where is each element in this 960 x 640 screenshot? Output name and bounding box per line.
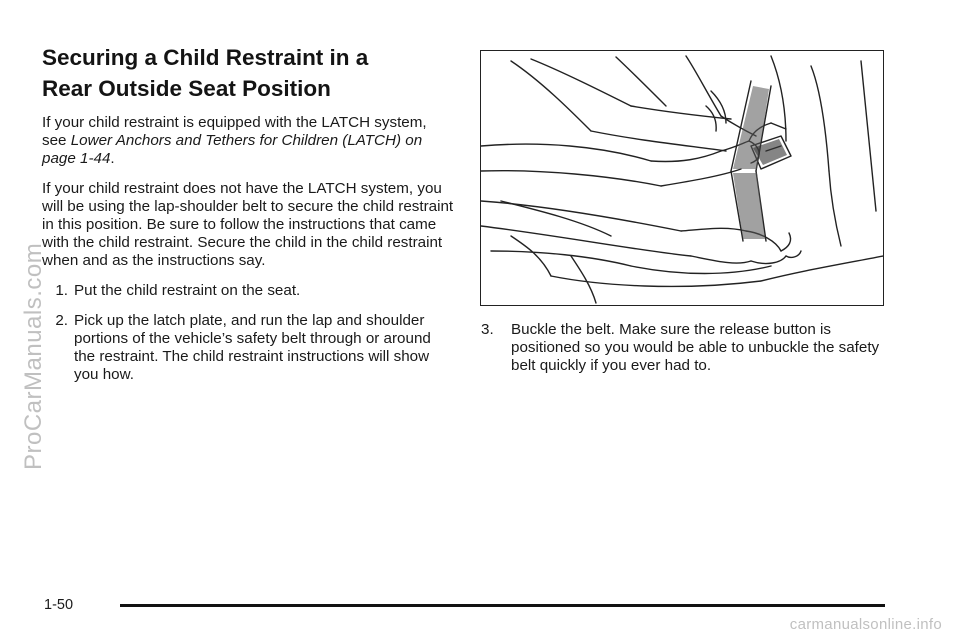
intro-period: . (110, 150, 115, 167)
step-3-number: 3. (481, 321, 494, 338)
footer-divider (120, 604, 885, 607)
step-2 (42, 312, 454, 384)
step-2-text: Pick up the latch plate, and run the lap and shoulder portions of the vehicle’s safety belt through or around the restraint. The child restraint instructions will show you how. (74, 312, 431, 383)
section-title (42, 42, 454, 104)
page-number: 1-50 (44, 597, 74, 613)
intro-paragraph (42, 114, 454, 168)
right-column (481, 321, 901, 387)
step-2-number: 2. (55, 312, 68, 329)
section-title-line1: Securing a Child Restraint in a (42, 45, 369, 70)
step-3 (481, 321, 901, 375)
step-1 (42, 282, 454, 300)
intro-text: If your child restraint is equipped with the LATCH system, see (42, 114, 427, 149)
step-1-text: Put the child restraint on the seat. (74, 282, 301, 299)
step-3-text: Buckle the belt. Make sure the release button is positioned so you would be able to unbuckle the safety belt quickly if you ever had to. (511, 321, 880, 374)
buckle-illustration-drawing (481, 51, 883, 305)
section-title-line2: Rear Outside Seat Position (42, 76, 331, 101)
site-watermark: carmanualsonline.info (789, 616, 942, 633)
step-1-number: 1. (55, 282, 68, 299)
latch-page-reference: Lower Anchors and Tethers for Children (LATCH) on page 1-44 (42, 132, 423, 167)
left-column (42, 42, 454, 396)
instructions-paragraph: If your child restraint does not have the LATCH system, you will be using the lap-shoulder belt to secure the child restraint in this position. Be sure to follow the instructions that came with the child restraint. Secure the child in the child restraint when and as the instructions say. (42, 180, 454, 269)
buckle-illustration (480, 50, 884, 306)
procarmanuals-watermark: ProCarManuals.com (20, 242, 47, 470)
